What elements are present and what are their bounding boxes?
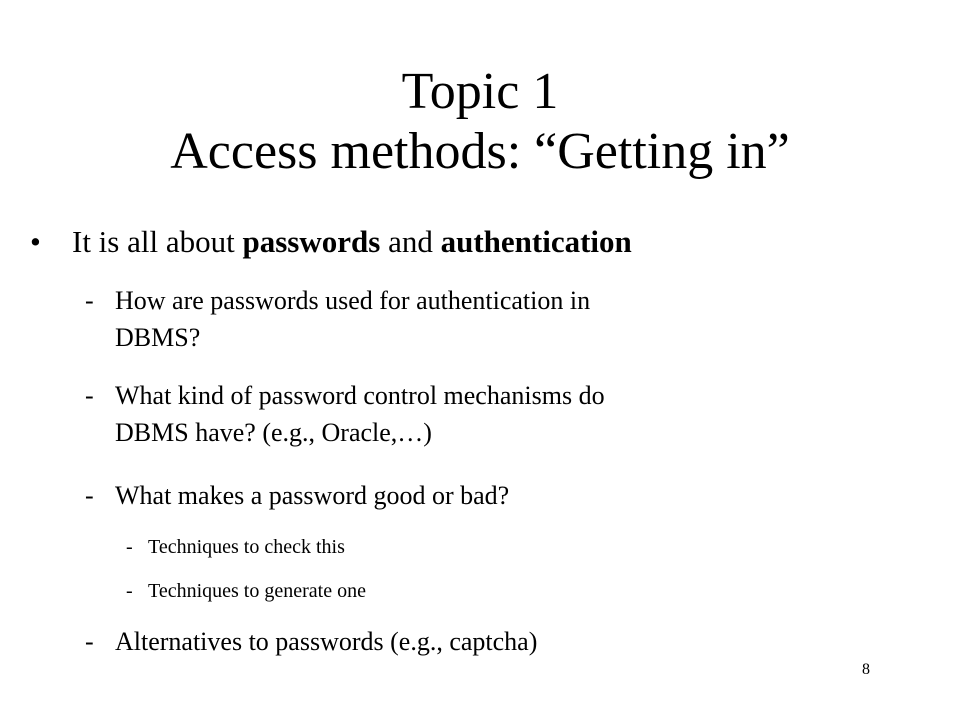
sub-sub-item-marker: - xyxy=(126,536,133,558)
sub-item-line: How are passwords used for authentication in xyxy=(115,286,591,315)
title-line-1: Topic 1 xyxy=(401,63,559,120)
bullet-marker: • xyxy=(30,224,41,259)
sub-item-line: What makes a password good or bad? xyxy=(115,481,510,510)
sub-item-line: DBMS? xyxy=(115,323,201,352)
sub-item-text xyxy=(115,623,895,660)
slide-title xyxy=(0,62,960,182)
bullet-text xyxy=(72,222,632,262)
sub-item-line: What kind of password control mechanisms do xyxy=(115,381,605,410)
sub-item-marker: - xyxy=(85,286,94,315)
sub-item-text xyxy=(115,477,895,514)
bullet-bold-authentication: authentication xyxy=(440,224,632,259)
bullet-text-middle: and xyxy=(380,224,441,259)
sub-sub-item-text: Techniques to check this xyxy=(148,536,345,558)
sub-item-marker: - xyxy=(85,481,94,510)
bullet-bold-passwords: passwords xyxy=(242,224,381,259)
sub-item-marker: - xyxy=(85,381,94,410)
sub-item-text xyxy=(115,377,895,451)
bullet-text-before: It is all about xyxy=(72,224,243,259)
sub-sub-item-text: Techniques to generate one xyxy=(148,580,366,602)
title-line-2: Access methods: “Getting in” xyxy=(170,123,790,180)
sub-item-line: Alternatives to passwords (e.g., captcha) xyxy=(115,627,538,656)
sub-item-text xyxy=(115,282,895,356)
sub-item-marker: - xyxy=(85,627,94,656)
sub-sub-item-marker: - xyxy=(126,580,133,602)
sub-item-line: DBMS have? (e.g., Oracle,…) xyxy=(115,418,432,447)
page-number: 8 xyxy=(862,661,870,678)
